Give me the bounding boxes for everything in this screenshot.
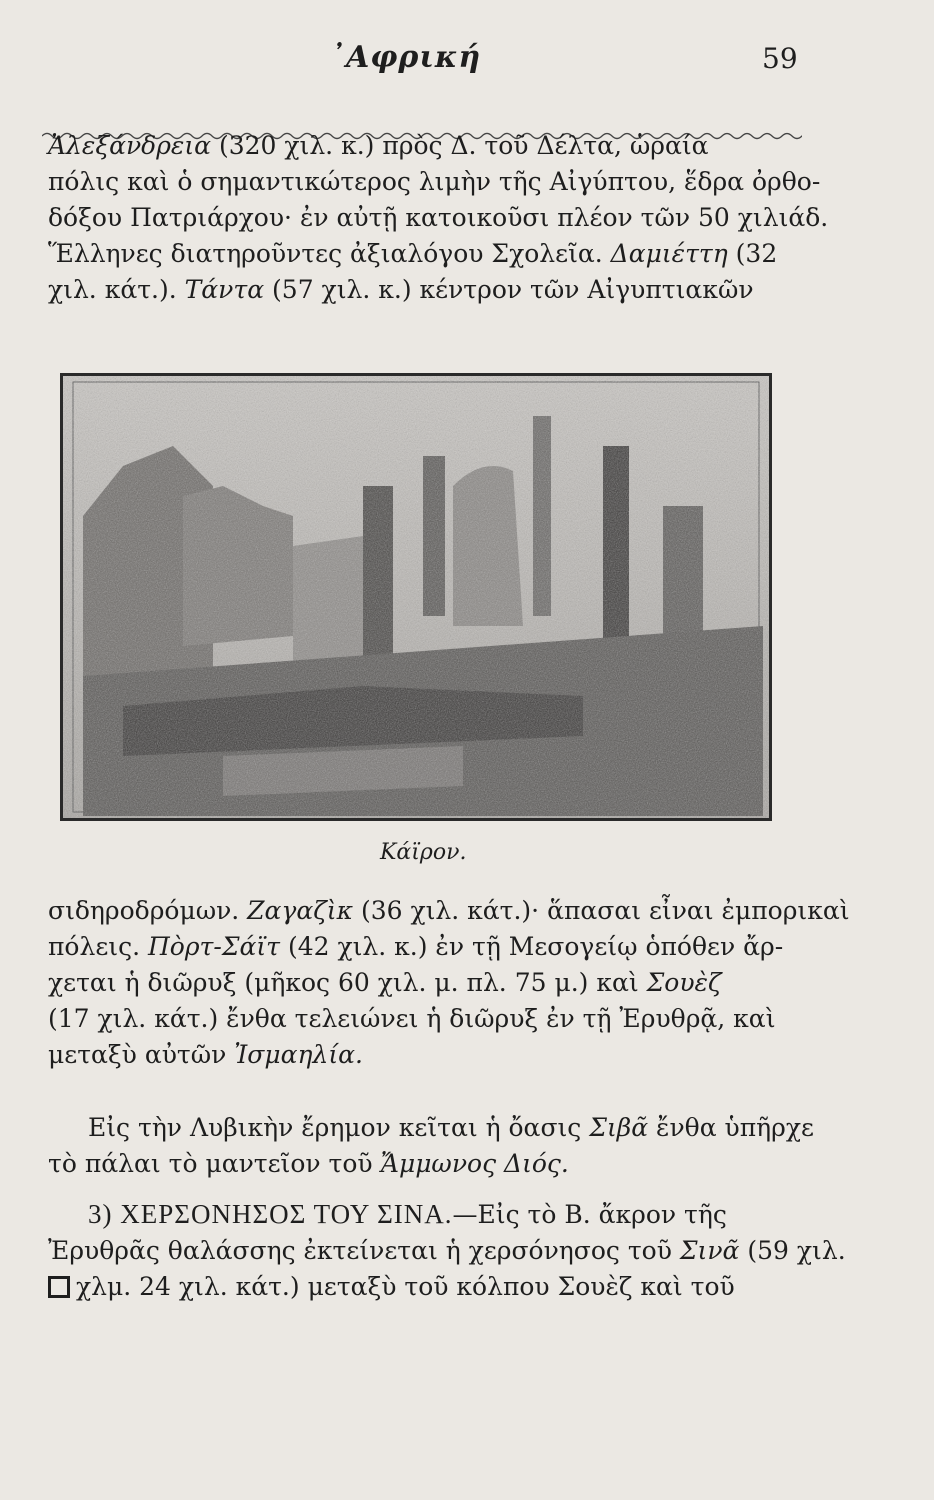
place-name: Ἰσμαηλία. <box>234 1040 363 1069</box>
place-name: Πὸρτ-Σάϊτ <box>147 932 281 961</box>
square-symbol-icon <box>48 1276 70 1298</box>
paragraph-cities <box>48 893 850 1073</box>
line-text: —Εἰς τὸ Β. ἄκρον τῆς <box>452 1200 727 1229</box>
section-heading-line <box>48 1196 838 1233</box>
page-number: 59 <box>762 42 798 75</box>
place-name: Ἀλεξάνδρεια <box>48 131 212 160</box>
photo-caption: Κάϊρον. <box>380 840 467 865</box>
text-line <box>48 128 838 164</box>
text-line: (17 χιλ. κάτ.) ἔνθα τελειώνει ἡ διῶρυξ ἐν τῇ Ἐρυθρᾷ, καὶ <box>48 1004 776 1033</box>
place-name: Σιβᾶ <box>589 1113 649 1142</box>
text-line: πόλις καὶ ὁ σημαντικώτερος λιμὴν τῆς Αἰγύπτου, ἕδρα ὀρθο- <box>48 167 821 196</box>
line-text: χλμ. 24 χιλ. κάτ.) μεταξὺ τοῦ κόλπου Σουὲζ καὶ τοῦ <box>76 1272 735 1301</box>
line-text: (57 χιλ. κ.) κέντρον τῶν Αἰγυπτιακῶν <box>264 275 754 304</box>
line-text: Ἐρυθρᾶς θαλάσσης ἐκτείνεται ἡ χερσόνησος τοῦ <box>48 1236 680 1265</box>
line-text: (42 χιλ. κ.) ἐν τῇ Μεσογείῳ ὁπόθεν ἄρ- <box>280 932 784 961</box>
text-line <box>48 236 838 272</box>
running-head <box>0 40 934 90</box>
cairo-photo-image <box>63 376 769 818</box>
place-name: Σινᾶ <box>679 1236 740 1265</box>
line-text: μεταξὺ αὐτῶν <box>48 1040 235 1069</box>
text-line <box>48 1037 838 1073</box>
text-line <box>48 1269 838 1305</box>
text-line <box>48 929 838 965</box>
text-line <box>48 1233 846 1269</box>
place-name: Δαμιέττη <box>610 239 728 268</box>
line-text: χεται ἡ διῶρυξ (μῆκος 60 χιλ. μ. πλ. 75 μ.) καὶ <box>48 968 647 997</box>
place-name: Σουὲζ <box>646 968 722 997</box>
section-heading: ΧΕΡΣΟΝΗΣΟΣ ΤΟΥ ΣΙΝΑ. <box>120 1199 453 1229</box>
section-sinai <box>48 1196 846 1305</box>
text-line <box>48 1146 838 1182</box>
section-number: 3) <box>88 1199 121 1229</box>
line-text: Ἕλληνες διατηροῦντες ἀξιαλόγου Σχολεῖα. <box>48 239 611 268</box>
line-text: πόλεις. <box>48 932 148 961</box>
line-text: τὸ πάλαι τὸ μαντεῖον τοῦ <box>48 1149 381 1178</box>
line-text: Εἰς τὴν Λυβικὴν ἔρημον κεῖται ἡ ὄασις <box>88 1113 590 1142</box>
text-line <box>48 1110 838 1146</box>
text-line: δόξου Πατριάρχου· ἐν αὐτῇ κατοικοῦσι πλέον τῶν 50 χιλιάδ. <box>48 203 829 232</box>
place-name: Τάντα <box>184 275 265 304</box>
text-line <box>48 272 838 308</box>
line-text: σιδηροδρόμων. <box>48 896 248 925</box>
page-title: ᾿Αφρική <box>330 40 482 75</box>
line-text: χιλ. κάτ.). <box>48 275 185 304</box>
text-line <box>48 965 838 1001</box>
paragraph-siwa <box>48 1110 838 1182</box>
cairo-photograph <box>60 373 772 821</box>
place-name: Ἄμμωνος Διός. <box>380 1149 569 1178</box>
line-text: (36 χιλ. κάτ.)· ἅπασαι εἶναι ἐμπορικαὶ <box>353 896 850 925</box>
text-line <box>48 893 850 929</box>
paragraph-alexandria <box>48 128 838 308</box>
line-text: (320 χιλ. κ.) πρὸς Δ. τοῦ Δέλτα, ὡραία <box>211 131 709 160</box>
line-text: (32 <box>727 239 778 268</box>
line-text: ἔνθα ὑπῆρχε <box>648 1113 814 1142</box>
line-text: (59 χιλ. <box>739 1236 846 1265</box>
place-name: Ζαγαζὶκ <box>247 896 353 925</box>
